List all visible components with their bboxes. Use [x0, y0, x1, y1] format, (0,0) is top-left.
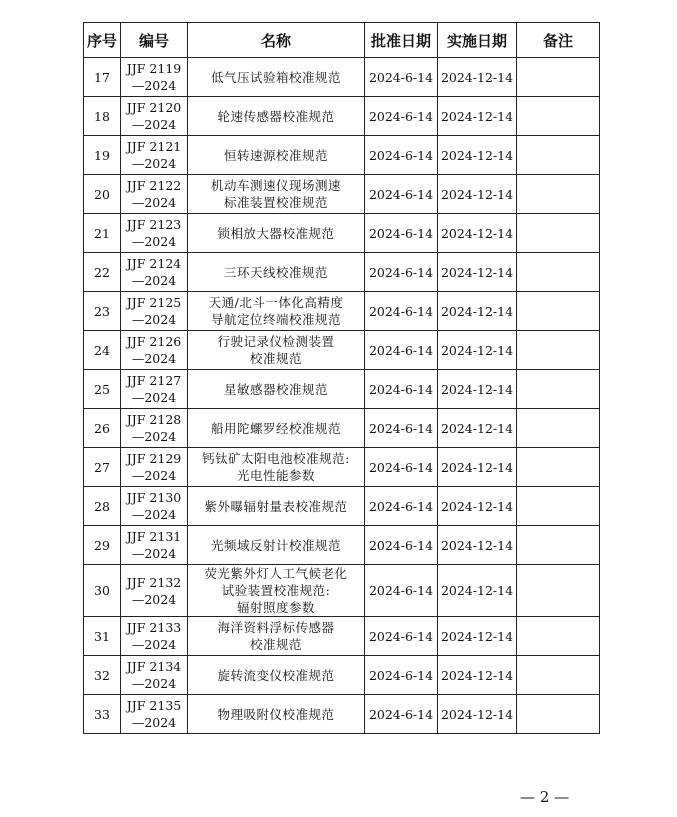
cell-approved-date: 2024-6-14 [365, 565, 438, 617]
code-number: JJF 2134 [126, 659, 182, 674]
cell-approved-date: 2024-6-14 [365, 409, 438, 448]
name-line: 紫外曝辐射量表校准规范 [204, 498, 348, 514]
cell-remark [517, 526, 600, 565]
cell-name [188, 617, 365, 656]
code-year: —2024 [131, 637, 177, 652]
code-year: —2024 [131, 468, 177, 483]
table-row [84, 175, 600, 214]
cell-effective-date: 2024-12-14 [438, 565, 517, 617]
cell-seq: 26 [84, 409, 121, 448]
code-number: JJF 2125 [126, 295, 182, 310]
cell-remark [517, 487, 600, 526]
name-line: 低气压试验箱校准规范 [210, 69, 341, 85]
specifications-table [83, 22, 600, 734]
cell-seq: 23 [84, 292, 121, 331]
cell-seq: 24 [84, 331, 121, 370]
cell-approved-date: 2024-6-14 [365, 136, 438, 175]
cell-approved-date: 2024-6-14 [365, 448, 438, 487]
name-line: 钙钛矿太阳电池校准规范: [202, 451, 350, 466]
cell-name [188, 175, 365, 214]
cell-seq: 33 [84, 695, 121, 734]
cell-approved-date: 2024-6-14 [365, 617, 438, 656]
cell-effective-date: 2024-12-14 [438, 214, 517, 253]
cell-effective-date: 2024-12-14 [438, 656, 517, 695]
cell-remark [517, 292, 600, 331]
name-line: 锁相放大器校准规范 [217, 225, 335, 241]
code-year: —2024 [131, 715, 177, 730]
cell-effective-date: 2024-12-14 [438, 253, 517, 292]
name-line: 机动车测速仪现场测速 [210, 178, 341, 193]
name-line: 光频域反射计校准规范 [210, 537, 341, 553]
cell-name [188, 97, 365, 136]
cell-name [188, 487, 365, 526]
table-row [84, 695, 600, 734]
cell-name [188, 409, 365, 448]
table-row [84, 526, 600, 565]
cell-approved-date: 2024-6-14 [365, 97, 438, 136]
cell-effective-date: 2024-12-14 [438, 695, 517, 734]
cell-code [121, 331, 188, 370]
table-row [84, 214, 600, 253]
name-line: 三环天线校准规范 [223, 264, 328, 280]
code-number: JJF 2129 [126, 451, 182, 466]
name-line: 行驶记录仪检测装置 [217, 334, 335, 349]
cell-seq: 31 [84, 617, 121, 656]
cell-effective-date: 2024-12-14 [438, 136, 517, 175]
cell-code [121, 448, 188, 487]
cell-seq: 32 [84, 656, 121, 695]
header-approved-date: 批准日期 [365, 23, 438, 58]
table-header-row [84, 23, 600, 58]
code-year: —2024 [131, 273, 177, 288]
table-row [84, 370, 600, 409]
name-line: 物理吸附仪校准规范 [217, 706, 335, 722]
cell-seq: 27 [84, 448, 121, 487]
name-line: 轮速传感器校准规范 [217, 108, 335, 124]
code-number: JJF 2122 [126, 178, 182, 193]
cell-effective-date: 2024-12-14 [438, 292, 517, 331]
cell-code [121, 656, 188, 695]
cell-name [188, 526, 365, 565]
cell-remark [517, 409, 600, 448]
code-number: JJF 2126 [126, 334, 182, 349]
header-code: 编号 [121, 23, 188, 58]
cell-approved-date: 2024-6-14 [365, 370, 438, 409]
code-number: JJF 2120 [126, 100, 182, 115]
cell-code [121, 617, 188, 656]
name-line: 船用陀螺罗经校准规范 [210, 420, 341, 436]
cell-name [188, 656, 365, 695]
cell-seq: 28 [84, 487, 121, 526]
cell-name [188, 331, 365, 370]
cell-approved-date: 2024-6-14 [365, 253, 438, 292]
cell-approved-date: 2024-6-14 [365, 214, 438, 253]
cell-code [121, 97, 188, 136]
name-line: 海洋资料浮标传感器 [217, 620, 335, 635]
table-row [84, 97, 600, 136]
cell-code [121, 487, 188, 526]
page-number: — 2 — [520, 788, 570, 806]
cell-seq: 25 [84, 370, 121, 409]
cell-effective-date: 2024-12-14 [438, 370, 517, 409]
cell-effective-date: 2024-12-14 [438, 409, 517, 448]
code-year: —2024 [131, 156, 177, 171]
cell-effective-date: 2024-12-14 [438, 97, 517, 136]
code-year: —2024 [131, 591, 177, 607]
cell-code [121, 292, 188, 331]
code-year: —2024 [131, 117, 177, 132]
header-remark: 备注 [517, 23, 600, 58]
cell-approved-date: 2024-6-14 [365, 331, 438, 370]
header-name: 名称 [188, 23, 365, 58]
cell-remark [517, 214, 600, 253]
cell-effective-date: 2024-12-14 [438, 487, 517, 526]
cell-remark [517, 565, 600, 617]
code-year: —2024 [131, 234, 177, 249]
code-number: JJF 2121 [126, 139, 182, 154]
cell-remark [517, 617, 600, 656]
table-row [84, 448, 600, 487]
cell-remark [517, 695, 600, 734]
code-number: JJF 2133 [126, 620, 182, 635]
cell-seq: 17 [84, 58, 121, 97]
cell-approved-date: 2024-6-14 [365, 292, 438, 331]
cell-remark [517, 175, 600, 214]
name-line: 恒转速源校准规范 [223, 147, 328, 163]
code-number: JJF 2123 [126, 217, 182, 232]
table-row [84, 409, 600, 448]
name-line: 校准规范 [249, 637, 302, 652]
code-number: JJF 2119 [126, 61, 182, 76]
cell-seq: 30 [84, 565, 121, 617]
code-year: —2024 [131, 312, 177, 327]
code-year: —2024 [131, 195, 177, 210]
table-row [84, 58, 600, 97]
code-number: JJF 2127 [126, 373, 182, 388]
name-line: 辐射照度参数 [236, 600, 315, 615]
header-effective-date: 实施日期 [438, 23, 517, 58]
code-year: —2024 [131, 78, 177, 93]
cell-remark [517, 253, 600, 292]
code-year: —2024 [131, 351, 177, 366]
cell-approved-date: 2024-6-14 [365, 175, 438, 214]
cell-seq: 20 [84, 175, 121, 214]
cell-effective-date: 2024-12-14 [438, 617, 517, 656]
cell-remark [517, 448, 600, 487]
name-line: 光电性能参数 [236, 468, 315, 483]
cell-name [188, 565, 365, 617]
cell-code [121, 370, 188, 409]
cell-approved-date: 2024-6-14 [365, 58, 438, 97]
cell-effective-date: 2024-12-14 [438, 331, 517, 370]
cell-approved-date: 2024-6-14 [365, 695, 438, 734]
code-number: JJF 2128 [126, 412, 182, 427]
cell-effective-date: 2024-12-14 [438, 526, 517, 565]
code-year: —2024 [131, 429, 177, 444]
cell-seq: 19 [84, 136, 121, 175]
table-row [84, 656, 600, 695]
name-line: 校准规范 [249, 351, 302, 366]
cell-remark [517, 331, 600, 370]
cell-effective-date: 2024-12-14 [438, 58, 517, 97]
cell-seq: 21 [84, 214, 121, 253]
table-row [84, 136, 600, 175]
code-year: —2024 [131, 390, 177, 405]
cell-name [188, 695, 365, 734]
cell-remark [517, 136, 600, 175]
name-line: 星敏感器校准规范 [223, 381, 328, 397]
cell-code [121, 409, 188, 448]
code-number: JJF 2131 [126, 529, 182, 544]
name-line: 旋转流变仪校准规范 [217, 667, 335, 683]
table-row [84, 487, 600, 526]
header-seq: 序号 [84, 23, 121, 58]
table-row [84, 617, 600, 656]
cell-effective-date: 2024-12-14 [438, 448, 517, 487]
table-row [84, 565, 600, 617]
cell-name [188, 292, 365, 331]
cell-name [188, 136, 365, 175]
name-line: 试验装置校准规范: [221, 583, 331, 598]
code-number: JJF 2124 [126, 256, 182, 271]
cell-code [121, 526, 188, 565]
cell-seq: 22 [84, 253, 121, 292]
cell-code [121, 136, 188, 175]
table-row [84, 292, 600, 331]
cell-code [121, 253, 188, 292]
cell-name [188, 58, 365, 97]
code-year: —2024 [131, 507, 177, 522]
cell-name [188, 214, 365, 253]
cell-approved-date: 2024-6-14 [365, 656, 438, 695]
table-row [84, 331, 600, 370]
code-number: JJF 2132 [126, 574, 182, 590]
cell-name [188, 370, 365, 409]
cell-code [121, 695, 188, 734]
cell-name [188, 448, 365, 487]
name-line: 荧光紫外灯人工气候老化 [204, 566, 348, 581]
cell-approved-date: 2024-6-14 [365, 487, 438, 526]
cell-code [121, 214, 188, 253]
cell-remark [517, 656, 600, 695]
code-year: —2024 [131, 676, 177, 691]
cell-seq: 29 [84, 526, 121, 565]
code-number: JJF 2135 [126, 698, 182, 713]
cell-remark [517, 58, 600, 97]
name-line: 导航定位终端校准规范 [210, 312, 341, 327]
name-line: 天通/北斗一体化高精度 [208, 295, 344, 310]
code-number: JJF 2130 [126, 490, 182, 505]
table-row [84, 253, 600, 292]
cell-seq: 18 [84, 97, 121, 136]
cell-code [121, 565, 188, 617]
code-year: —2024 [131, 546, 177, 561]
cell-code [121, 175, 188, 214]
cell-effective-date: 2024-12-14 [438, 175, 517, 214]
cell-name [188, 253, 365, 292]
cell-remark [517, 97, 600, 136]
name-line: 标准装置校准规范 [223, 195, 328, 210]
cell-code [121, 58, 188, 97]
cell-remark [517, 370, 600, 409]
cell-approved-date: 2024-6-14 [365, 526, 438, 565]
